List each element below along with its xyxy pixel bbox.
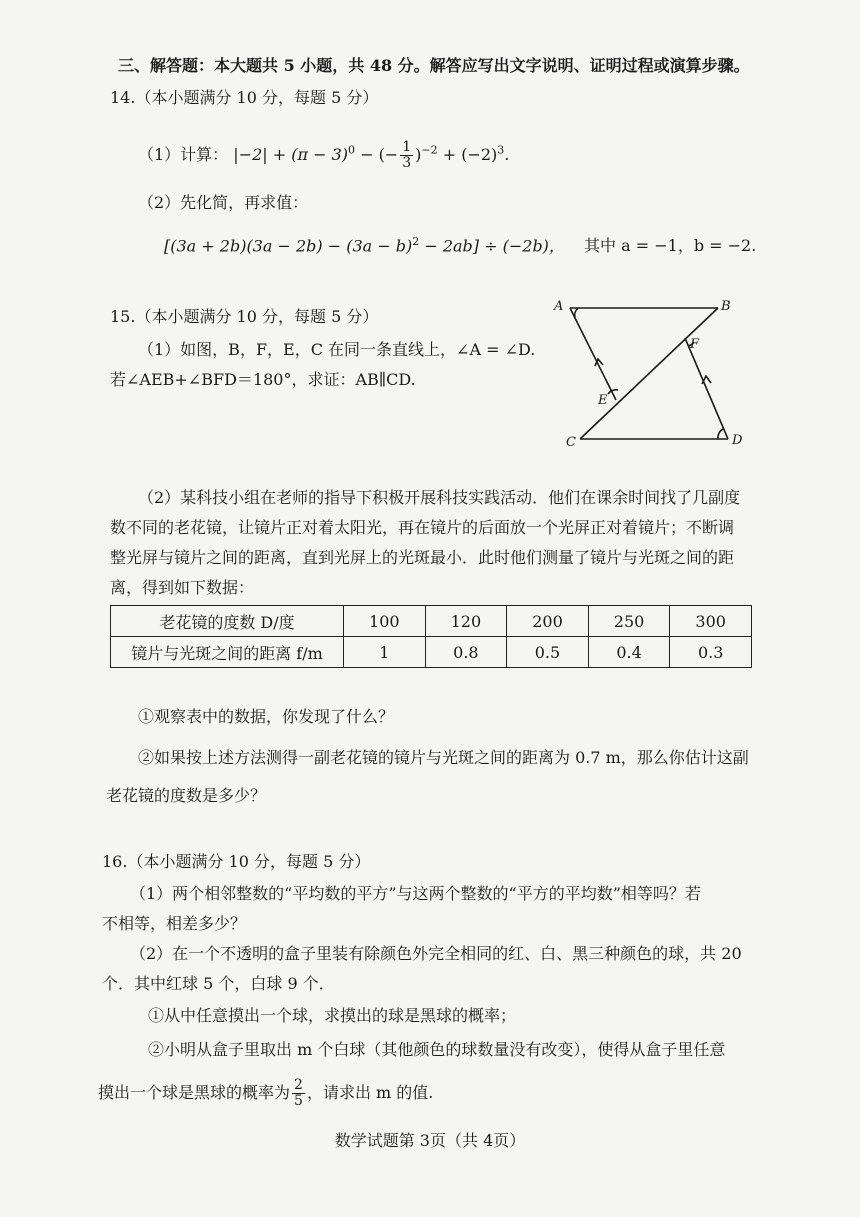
table-cell: 0.5 <box>507 637 589 668</box>
q16-sub2-pre: 摸出一个球是黑球的概率为 <box>98 1083 291 1102</box>
angle-a-mark <box>575 308 578 318</box>
table-cell: 0.4 <box>588 637 670 668</box>
fraction-denominator: 3 <box>402 155 412 171</box>
q16-sub2-line2 <box>98 1078 433 1109</box>
q15-part2-line2: 数不同的老花镜，让镜片正对着太阳光，再在镜片的后面放一个光屏正对着镜片；不断调 <box>110 518 735 537</box>
segment-bc <box>580 308 718 439</box>
q14-part2-expression <box>164 232 756 256</box>
label-b: B <box>721 299 731 314</box>
table-cell: 0.8 <box>425 637 507 668</box>
q15-part1-line1: （1）如图，B，F，E，C 在同一条直线上，∠A = ∠D. <box>138 340 536 359</box>
q14-title: 14.（本小题满分 10 分，每题 5 分） <box>110 88 379 107</box>
q15-sub2-line2: 老花镜的度数是多少？ <box>106 786 267 805</box>
q16-sub2-fraction <box>292 1078 305 1109</box>
q15-sub2-line1: ②如果按上述方法测得一副老花镜的镜片与光斑之间的距离为 0.7 m，那么你估计这副 <box>138 748 749 767</box>
table-cell: 300 <box>670 606 752 637</box>
table-cell: 0.3 <box>670 637 752 668</box>
q14-part1-sup-d: 3 <box>497 143 505 157</box>
geometry-figure <box>548 296 748 456</box>
table-row <box>111 637 752 668</box>
q16-title: 16.（本小题满分 10 分，每题 5 分） <box>102 852 371 871</box>
q14-part2-label: （2）先化简，再求值： <box>138 193 309 212</box>
table-cell: 250 <box>588 606 670 637</box>
q14-part2-condition: 其中 a = −1，b = −2. <box>584 236 757 256</box>
q14-part1-expr-a: |−2| + (π − 3) <box>233 145 348 164</box>
q15-part1-line2: 若∠AEB+∠BFD＝180°，求证：AB∥CD. <box>110 370 416 389</box>
label-f: F <box>690 337 700 352</box>
q14-part2-sup: 2 <box>412 235 420 248</box>
table-cell: 200 <box>507 606 589 637</box>
q16-sub2-post: ，请求出 m 的值. <box>306 1083 434 1102</box>
q15-sub1: ①观察表中的数据，你发现了什么？ <box>138 707 395 726</box>
q16-sub1: ①从中任意摸出一个球，求摸出的球是黑球的概率； <box>148 1006 517 1025</box>
q15-part2-line1: （2）某科技小组在老师的指导下积极开展科技实践活动．他们在课余时间找了几副度 <box>138 488 741 507</box>
section-heading: 三、解答题：本大题共 5 小题，共 48 分。解答应写出文字说明、证明过程或演算步骤。 <box>118 56 750 75</box>
segment-ae <box>570 308 616 400</box>
q16-part1-line1: （1）两个相邻整数的“平均数的平方”与这两个整数的“平方的平均数”相等吗？若 <box>130 884 701 903</box>
q14-part2-expr-tail: − 2ab] ÷ (−2b)， <box>419 236 565 256</box>
q14-part2-expr: [(3a + 2b)(3a − 2b) − (3a − b) <box>164 236 413 256</box>
table-row-header: 老花镜的度数 D/度 <box>111 606 344 637</box>
arrow-mark-fd <box>702 376 711 384</box>
label-e: E <box>598 393 608 408</box>
table-cell: 100 <box>344 606 426 637</box>
table-cell: 1 <box>344 637 426 668</box>
q14-part1-end: . <box>504 145 510 164</box>
q16-part1-line2: 不相等，相差多少？ <box>102 914 247 933</box>
q14-part1 <box>138 140 509 171</box>
page-footer: 数学试题第 3页（共 4页） <box>334 1131 526 1150</box>
fraction-numerator: 2 <box>294 1077 303 1093</box>
q16-part2-line2: 个．其中红球 5 个，白球 9 个． <box>102 974 335 993</box>
q14-part1-sup-a: 0 <box>347 143 355 157</box>
q15-part2-line4: 离，得到如下数据： <box>110 578 255 597</box>
q14-part1-fraction <box>400 140 413 171</box>
q14-part1-expr-b: − (− <box>354 145 399 164</box>
label-c: C <box>566 435 576 450</box>
q14-part1-expr-c: ) <box>415 145 422 164</box>
q15-part2-line3: 整光屏与镜片之间的距离，直到光屏上的光斑最小．此时他们测量了镜片与光斑之间的距 <box>110 548 735 567</box>
table-row-header: 镜片与光斑之间的距离 f/m <box>111 637 344 668</box>
label-d: D <box>732 433 743 448</box>
q14-part1-label: （1）计算： <box>138 145 229 164</box>
q14-part1-sup-c: −2 <box>421 143 438 157</box>
segment-fd <box>685 338 728 439</box>
q16-sub2-line1: ②小明从盒子里取出 m 个白球（其他颜色的球数量没有改变），使得从盒子里任意 <box>148 1040 726 1059</box>
angle-d-mark <box>718 429 723 439</box>
label-a: A <box>554 299 564 314</box>
q15-title: 15.（本小题满分 10 分，每题 5 分） <box>110 307 379 326</box>
table-row <box>111 606 752 637</box>
q16-part2-line1: （2）在一个不透明的盒子里装有除颜色外完全相同的红、白、黑三种颜色的球，共 20 <box>130 944 742 963</box>
fraction-denominator: 5 <box>294 1093 303 1109</box>
q14-part1-expr-d: + (−2) <box>437 145 498 164</box>
table-cell: 120 <box>425 606 507 637</box>
lens-data-table <box>110 605 752 668</box>
fraction-numerator: 1 <box>402 139 412 155</box>
